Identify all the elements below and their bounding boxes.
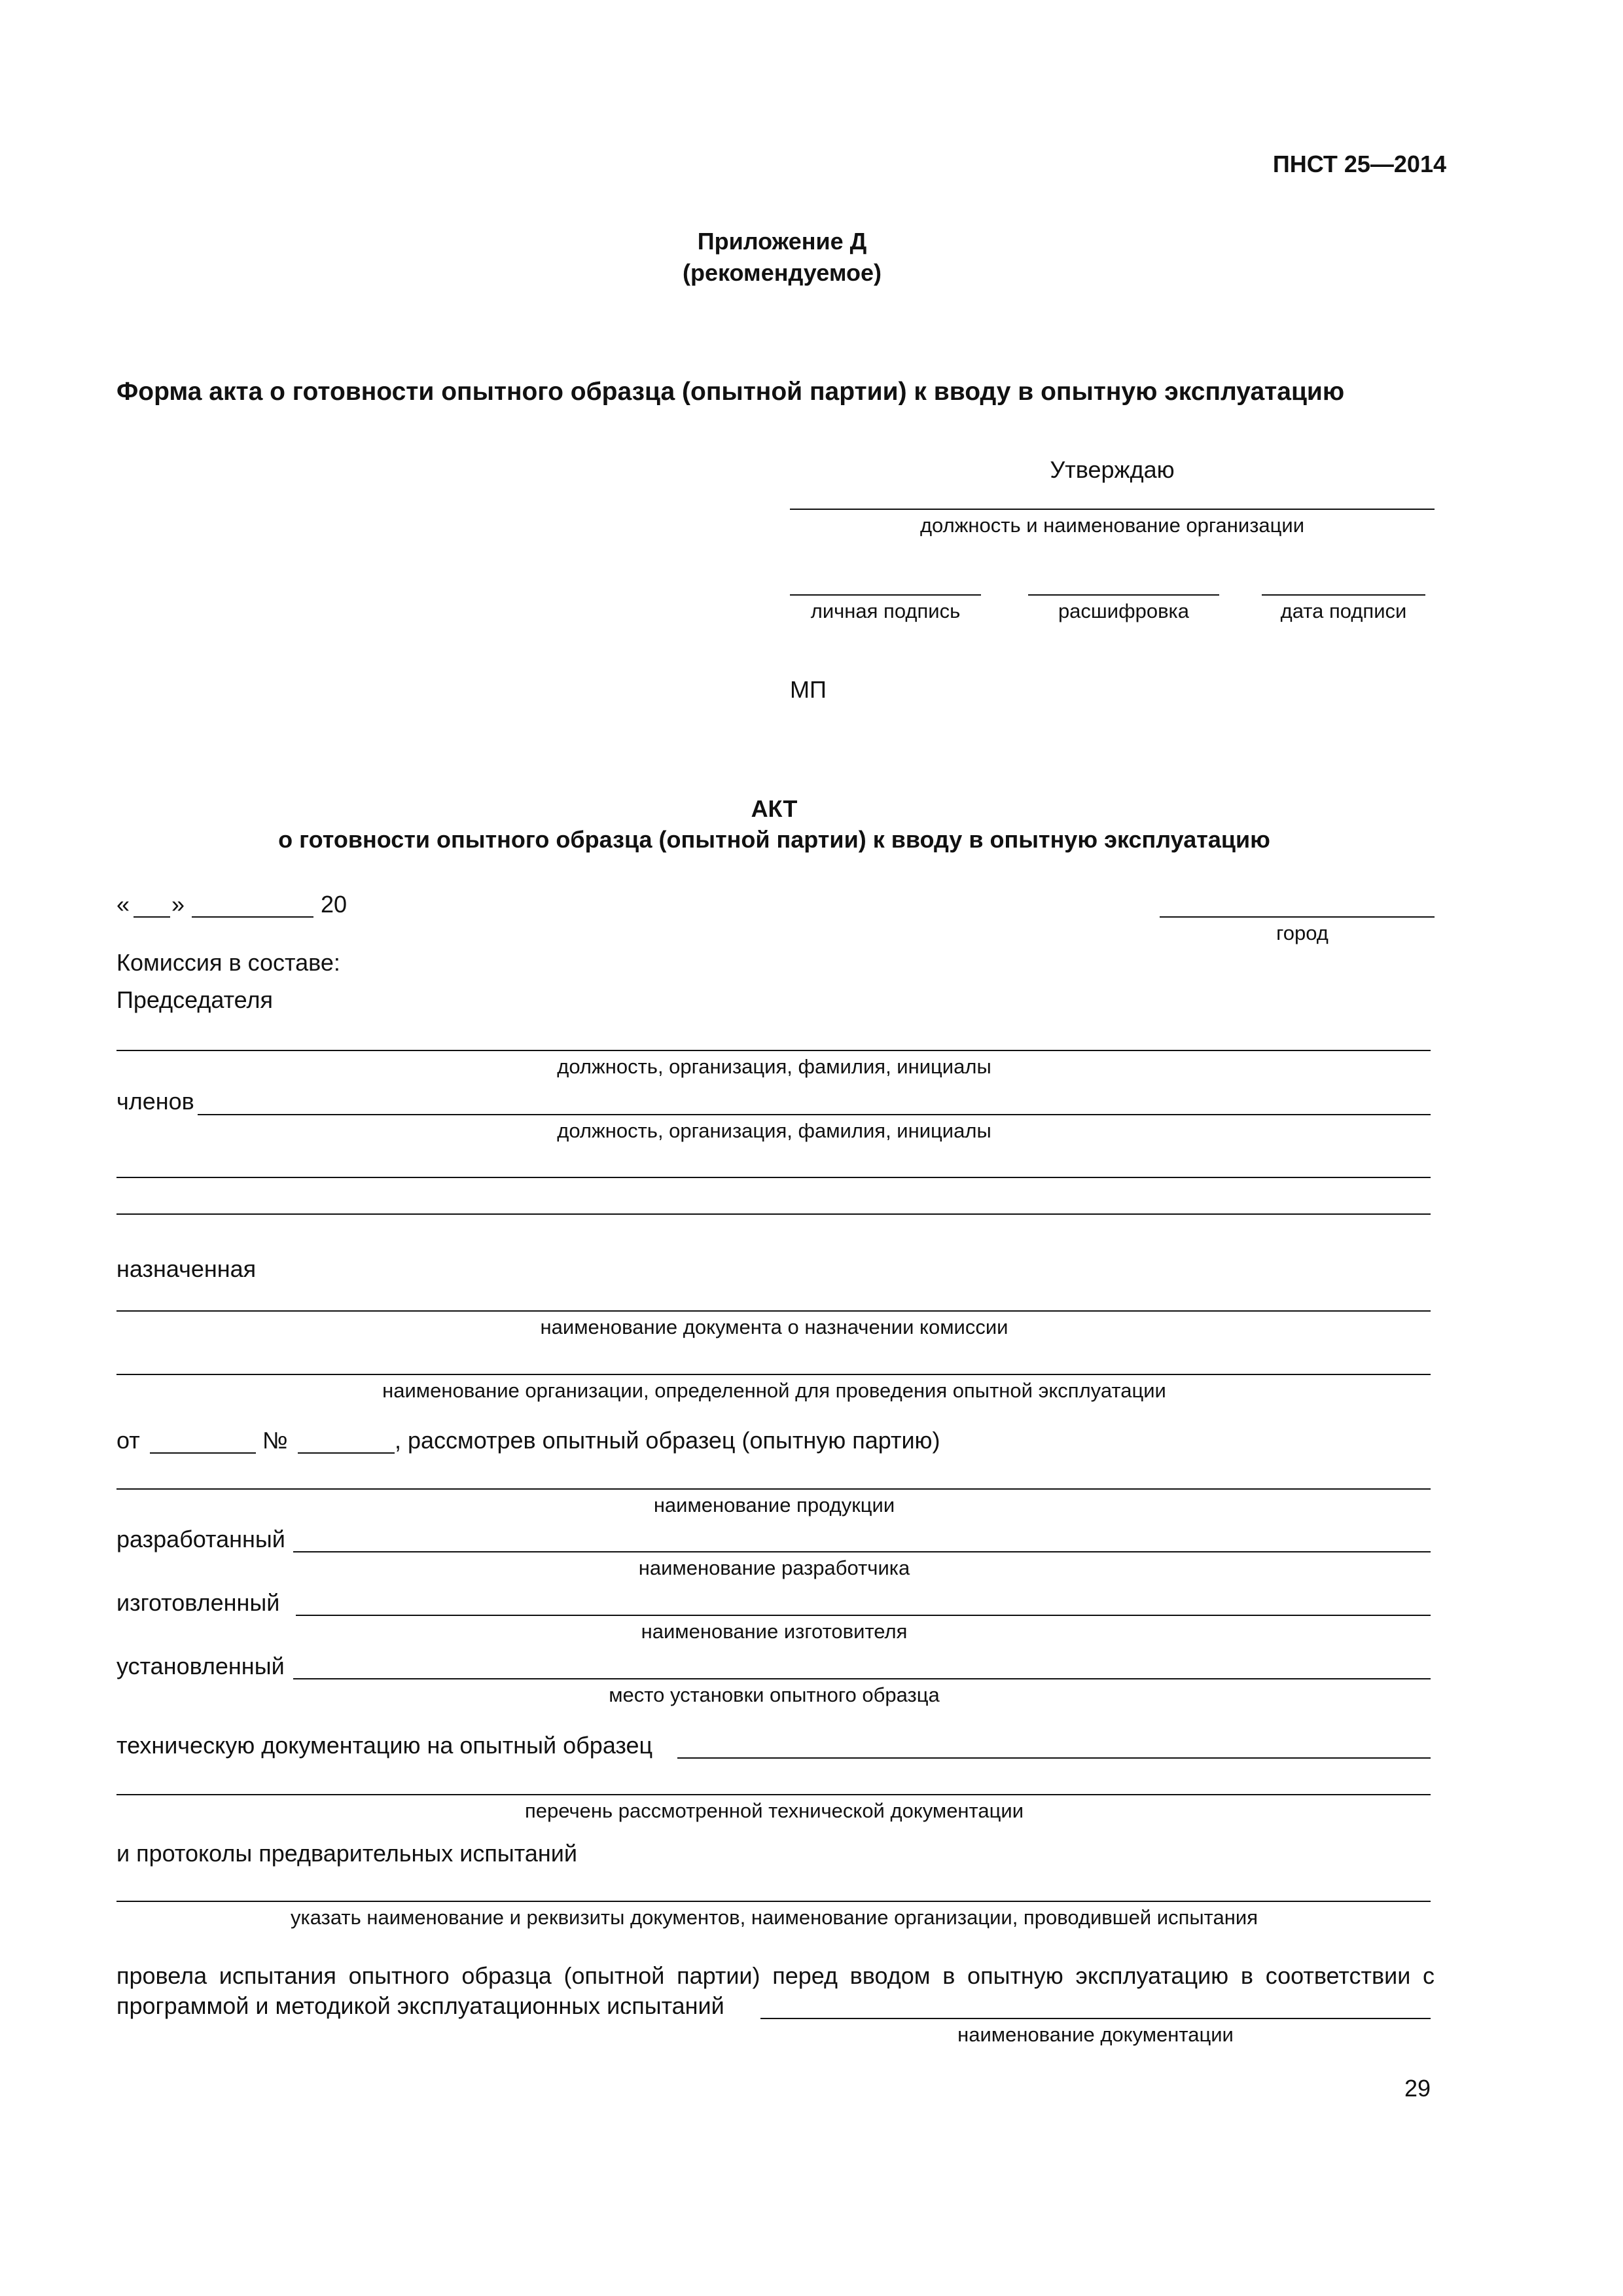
org-line[interactable] — [116, 1374, 1431, 1375]
document-number: ПНСТ 25—2014 — [1272, 151, 1446, 177]
approve-label: Утверждаю — [1050, 456, 1175, 483]
commission-intro: Комиссия в составе: — [116, 949, 340, 976]
date-close-quote: » — [171, 891, 185, 918]
members-caption: должность, организация, фамилия, инициалы — [557, 1119, 991, 1142]
doc-number-blank[interactable] — [298, 1452, 395, 1454]
act-title: АКТ — [751, 795, 798, 822]
position-caption: должность и наименование организации — [919, 514, 1305, 537]
year-prefix: 20 — [321, 891, 348, 918]
tech-docs-label: техническую документацию на опытный образец — [116, 1732, 653, 1759]
chairman-caption: должность, организация, фамилия, инициалы — [557, 1055, 991, 1078]
protocols-label: и протоколы предварительных испытаний — [116, 1840, 577, 1867]
manufacturer-line[interactable] — [296, 1615, 1431, 1616]
from-label: от — [116, 1427, 140, 1454]
docs-caption: наименование документации — [957, 2023, 1234, 2046]
appoint-doc-caption: наименование документа о назначении комиссии — [540, 1316, 1008, 1338]
developer-caption: наименование разработчика — [638, 1556, 910, 1579]
date-open-quote: « — [116, 891, 130, 918]
day-blank[interactable] — [134, 916, 170, 918]
product-line[interactable] — [116, 1488, 1431, 1490]
installed-label: установленный — [116, 1653, 285, 1679]
developer-line[interactable] — [293, 1551, 1431, 1552]
position-line — [790, 509, 1435, 510]
page-number: 29 — [1404, 2075, 1431, 2102]
appendix-title: Приложение Д — [697, 228, 867, 255]
appendix-subtitle: (рекомендуемое) — [683, 259, 882, 286]
manufacturer-caption: наименование изготовителя — [641, 1620, 908, 1643]
act-subtitle: о готовности опытного образца (опытной партии) к вводу в опытную эксплуатацию — [278, 826, 1270, 853]
tech-docs-line-2[interactable] — [116, 1794, 1431, 1795]
members-line-1[interactable] — [198, 1114, 1431, 1115]
product-caption: наименование продукции — [653, 1494, 895, 1516]
install-place-line[interactable] — [293, 1678, 1431, 1679]
transcript-line — [1028, 594, 1219, 596]
transcript-caption: расшифровка — [1058, 600, 1190, 622]
tech-docs-line-1[interactable] — [677, 1757, 1431, 1759]
appointed-label: назначенная — [116, 1255, 257, 1282]
conclusion-line-2: программой и методикой эксплуатационных испытаний — [116, 1992, 724, 2019]
signature-line — [790, 594, 981, 596]
protocols-caption: указать наименование и реквизиты документов, наименование организации, проводившей испытания — [291, 1906, 1258, 1929]
chairman-label: Председателя — [116, 986, 274, 1013]
form-title: Форма акта о готовности опытного образца (опытной партии) к вводу в опытную эксплуатацию — [116, 378, 1345, 406]
org-caption: наименование организации, определенной для проведения опытной эксплуатации — [382, 1379, 1166, 1402]
members-line-2[interactable] — [116, 1177, 1431, 1178]
appoint-doc-line[interactable] — [116, 1310, 1431, 1312]
seal-label: МП — [790, 676, 827, 703]
docs-line[interactable] — [760, 2018, 1431, 2019]
city-line[interactable] — [1160, 916, 1435, 918]
city-caption: город — [1276, 922, 1329, 944]
from-date-blank[interactable] — [150, 1452, 256, 1454]
sign-date-line — [1262, 594, 1425, 596]
developed-label: разработанный — [116, 1526, 285, 1552]
month-blank[interactable] — [192, 916, 313, 918]
number-label: № — [262, 1427, 288, 1454]
manufactured-label: изготовленный — [116, 1589, 280, 1616]
tech-docs-caption: перечень рассмотренной технической документации — [524, 1799, 1024, 1822]
sign-date-caption: дата подписи — [1280, 600, 1407, 622]
reviewed-text: , рассмотрев опытный образец (опытную партию) — [395, 1427, 940, 1454]
conclusion-line-1: провела испытания опытного образца (опытной партии) перед вводом в опытную эксплуатацию в соответствии с — [116, 1962, 1435, 1989]
members-line-3[interactable] — [116, 1213, 1431, 1215]
chairman-line[interactable] — [116, 1050, 1431, 1051]
install-place-caption: место установки опытного образца — [609, 1683, 940, 1706]
protocols-line[interactable] — [116, 1901, 1431, 1902]
signature-caption: личная подпись — [810, 600, 961, 622]
members-label: членов — [116, 1088, 194, 1115]
